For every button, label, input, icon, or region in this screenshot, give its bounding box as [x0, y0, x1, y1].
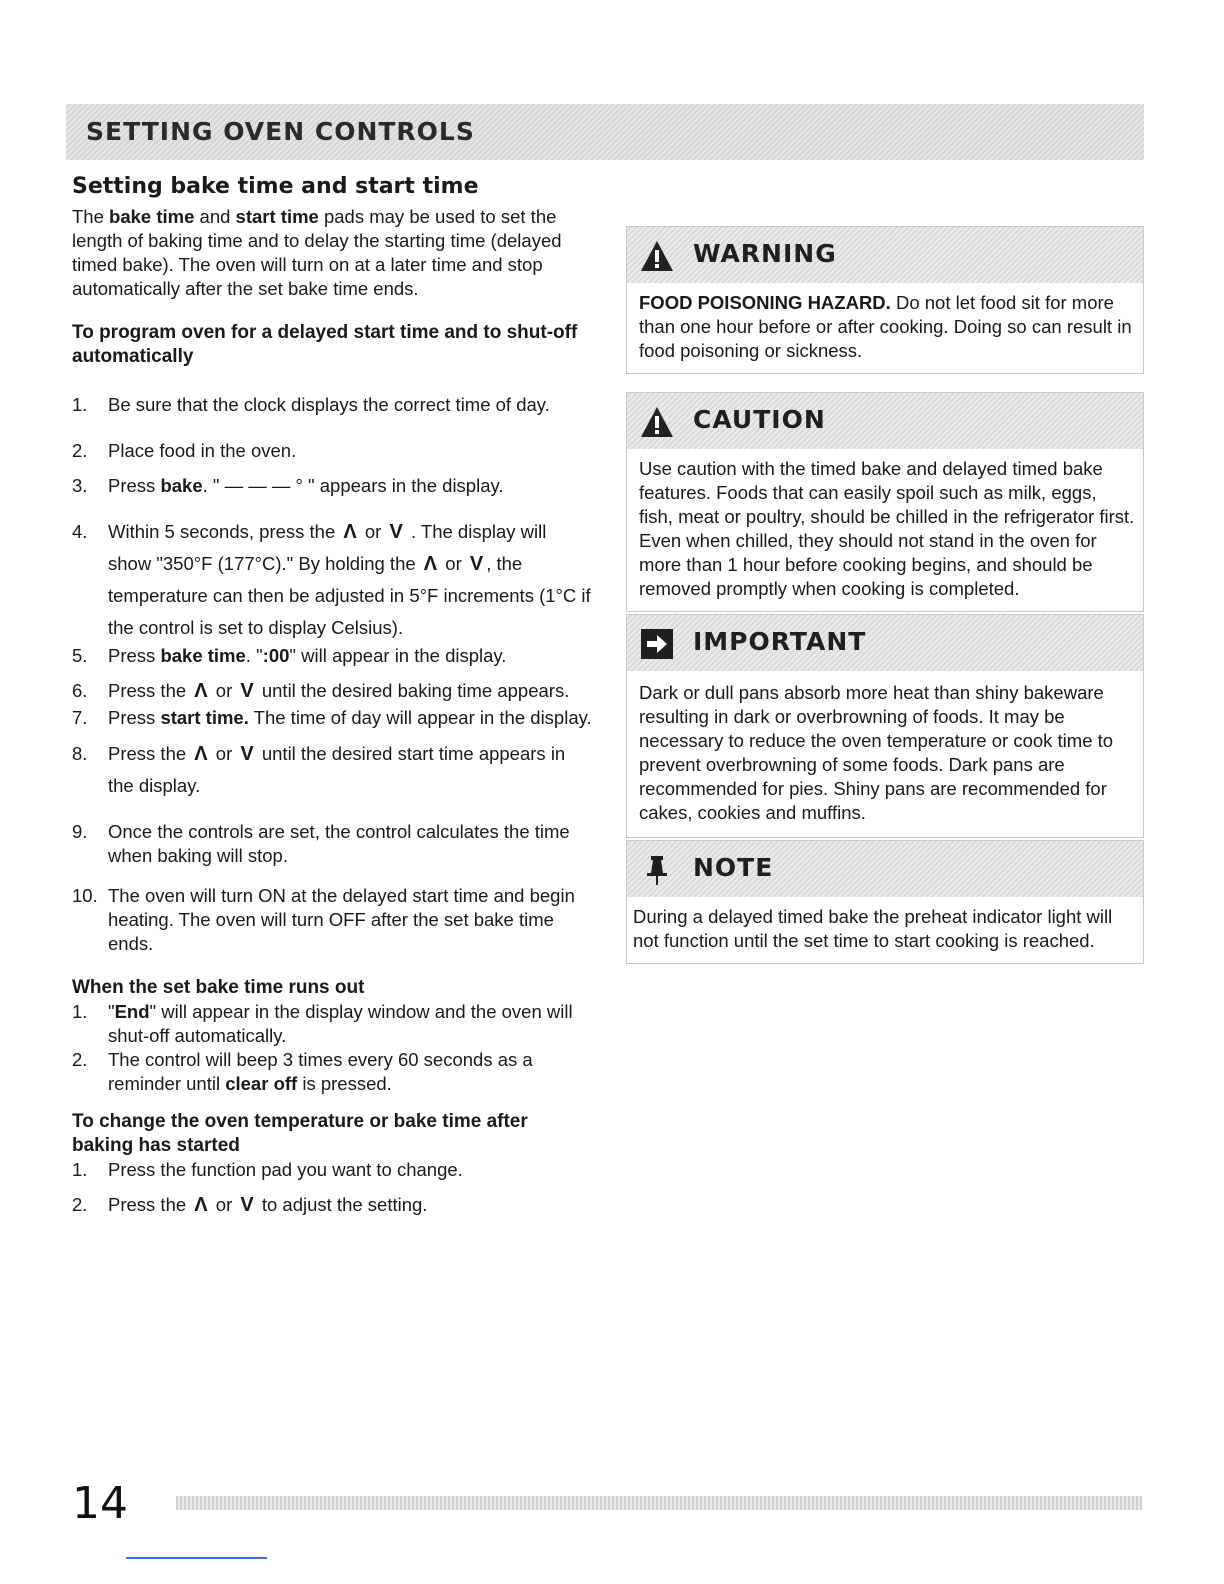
- list-item: 9. Once the controls are set, the control calculates the time when baking will stop.: [72, 821, 570, 866]
- down-arrow-icon: V: [389, 521, 403, 543]
- down-arrow-icon: V: [469, 553, 484, 575]
- intro-paragraph: The bake time and start time pads may be used to set the length of baking time and to delay the starting time (delayed timed bake). The oven will turn on at a later time and stop automatically after the set bake time ends.: [72, 206, 562, 299]
- up-arrow-icon: Λ: [194, 680, 208, 702]
- note-text: During a delayed timed bake the preheat indicator light will not function until the set time to start cooking is reached.: [633, 906, 1113, 951]
- program-heading: To program oven for a delayed start time and to shut-off automatically: [72, 322, 578, 367]
- list-item: 10. The oven will turn ON at the delayed start time and begin heating. The oven will turn OFF after the set bake time ends.: [72, 885, 575, 954]
- important-label: IMPORTANT: [693, 627, 867, 656]
- caution-header: [627, 393, 1143, 449]
- pushpin-icon: [639, 853, 675, 887]
- footer-rule: [126, 1557, 267, 1559]
- list-item: 1. Press the function pad you want to change.: [72, 1159, 463, 1180]
- caution-label: CAUTION: [693, 405, 826, 434]
- up-arrow-icon: Λ: [343, 521, 357, 543]
- page-number: 14: [72, 1478, 128, 1529]
- arrow-right-icon: [639, 627, 675, 661]
- list-item: 2. Press the Λ or V to adjust the setting.: [72, 1190, 594, 1220]
- list-item: 6. Press the Λ or V until the desired baking time appears.: [72, 676, 594, 706]
- footer-bar: [176, 1496, 1142, 1510]
- list-item: 7. Press start time. The time of day will appear in the display.: [72, 707, 592, 728]
- runs-out-steps: [72, 1000, 594, 1096]
- up-arrow-icon: Λ: [423, 553, 438, 575]
- note-header: [627, 841, 1143, 897]
- list-item: 1. Be sure that the clock displays the correct time of day.: [72, 394, 550, 415]
- list-item: 3. Press bake. " — — — ° " appears in the display.: [72, 475, 504, 496]
- caution-text: Use caution with the timed bake and delayed timed bake features. Foods that can easily spoil such as milk, eggs, fish, meat or poultry, should be chilled in the refrigerator first. Even when chilled, they should not stand in the oven for more than 1 hour before cooking begins, and should be removed promptly when cooking is completed.: [639, 458, 1135, 599]
- important-header: [627, 615, 1143, 671]
- warning-label: WARNING: [693, 239, 837, 268]
- caution-box: [626, 392, 1144, 612]
- warning-header: [627, 227, 1143, 283]
- list-item: 4. Within 5 seconds, press the Λ or V . The display will show "350°F (177°C)." By holding the Λ or V , the temperature can then be adjusted in 5°F increments (1°C if the control is set to display Celsius).: [72, 516, 594, 644]
- down-arrow-icon: V: [240, 1194, 254, 1216]
- change-heading: To change the oven temperature or bake time after baking has started: [72, 1111, 528, 1156]
- up-arrow-icon: Λ: [194, 1194, 208, 1216]
- note-label: NOTE: [693, 853, 774, 882]
- program-steps: [72, 393, 594, 956]
- important-box: [626, 614, 1144, 838]
- list-item: 8. Press the Λ or V until the desired start time appears in the display.: [72, 738, 594, 802]
- note-box: [626, 840, 1144, 964]
- down-arrow-icon: V: [240, 743, 254, 765]
- caution-triangle-icon: [639, 405, 675, 439]
- warning-text: FOOD POISONING HAZARD. Do not let food sit for more than one hour before or after cooking. Doing so can result in food poisoning or sickness.: [639, 292, 1132, 361]
- runs-out-heading: When the set bake time runs out: [72, 977, 365, 998]
- list-item: 2. Place food in the oven.: [72, 440, 297, 461]
- important-text: Dark or dull pans absorb more heat than shiny bakeware resulting in dark or overbrowning of foods. It may be necessary to reduce the oven temperature or cook time to prevent overbrowning of some foods. Dark pans are recommended for pies. Shiny pans are recommended for cakes, cookies and muffins.: [639, 682, 1114, 823]
- list-item: 5. Press bake time. ":00" will appear in the display.: [72, 645, 507, 666]
- warning-box: [626, 226, 1144, 374]
- down-arrow-icon: V: [240, 680, 254, 702]
- list-item: 1. "End" will appear in the display window and the oven will shut-off automatically.: [72, 1001, 573, 1046]
- up-arrow-icon: Λ: [194, 743, 208, 765]
- warning-triangle-icon: [639, 239, 675, 273]
- section-title: Setting bake time and start time: [72, 174, 479, 199]
- change-steps: [72, 1158, 594, 1220]
- instructions-column: [72, 174, 594, 1220]
- page-title: SETTING OVEN CONTROLS: [86, 117, 475, 146]
- list-item: 2. The control will beep 3 times every 60 seconds as a reminder until clear off is pressed.: [72, 1049, 533, 1094]
